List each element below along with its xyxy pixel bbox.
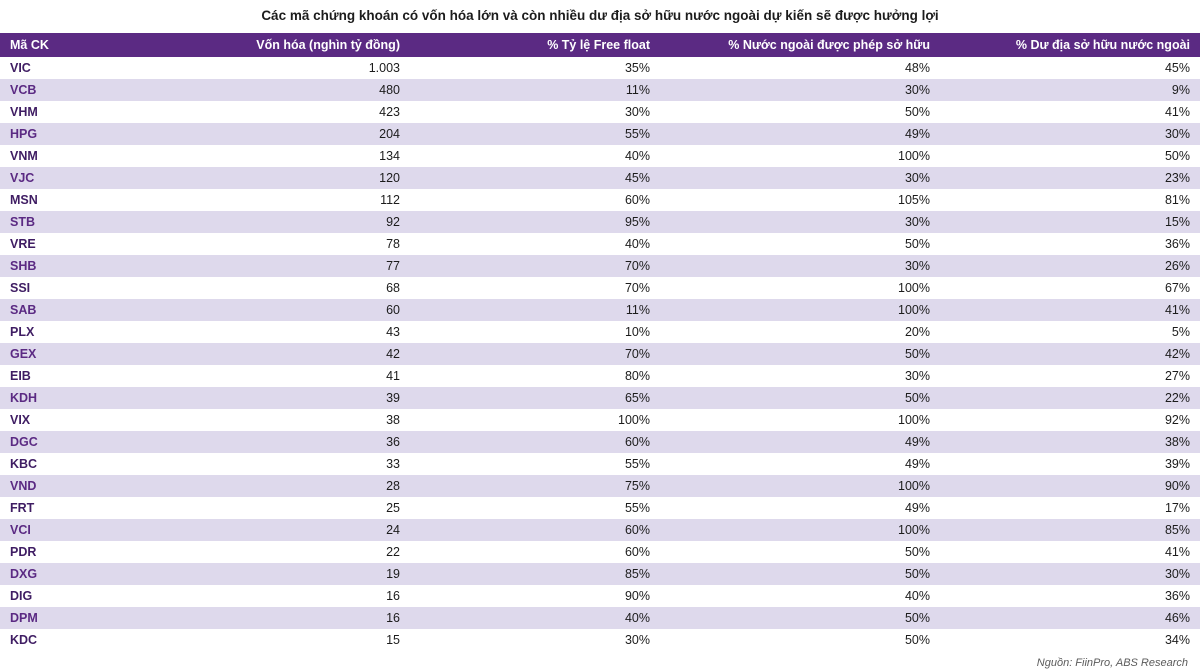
cell-value: 22%: [940, 387, 1200, 409]
column-header-freefloat: % Tỷ lệ Free float: [410, 33, 660, 57]
table-body: [0, 57, 1200, 651]
cell-value: 24: [180, 519, 410, 541]
table-row: [0, 607, 1200, 629]
cell-value: 9%: [940, 79, 1200, 101]
cell-value: 50%: [660, 607, 940, 629]
cell-value: 80%: [410, 365, 660, 387]
cell-ticker: VNM: [0, 145, 180, 167]
cell-value: 67%: [940, 277, 1200, 299]
cell-ticker: VRE: [0, 233, 180, 255]
cell-value: 36: [180, 431, 410, 453]
cell-value: 50%: [660, 101, 940, 123]
cell-value: 25: [180, 497, 410, 519]
cell-value: 81%: [940, 189, 1200, 211]
cell-value: 41%: [940, 541, 1200, 563]
cell-value: 17%: [940, 497, 1200, 519]
cell-value: 38%: [940, 431, 1200, 453]
cell-value: 49%: [660, 431, 940, 453]
cell-value: 15: [180, 629, 410, 651]
cell-value: 68: [180, 277, 410, 299]
cell-value: 95%: [410, 211, 660, 233]
cell-value: 30%: [660, 255, 940, 277]
cell-value: 70%: [410, 277, 660, 299]
cell-ticker: VCI: [0, 519, 180, 541]
cell-value: 41: [180, 365, 410, 387]
cell-value: 50%: [660, 387, 940, 409]
cell-ticker: DPM: [0, 607, 180, 629]
table-row: [0, 497, 1200, 519]
table-row: [0, 629, 1200, 651]
cell-ticker: MSN: [0, 189, 180, 211]
cell-value: 36%: [940, 585, 1200, 607]
cell-value: 50%: [660, 629, 940, 651]
cell-value: 90%: [410, 585, 660, 607]
cell-value: 16: [180, 607, 410, 629]
cell-value: 34%: [940, 629, 1200, 651]
cell-ticker: SAB: [0, 299, 180, 321]
table-header-row: [0, 33, 1200, 57]
table-row: [0, 541, 1200, 563]
cell-value: 28: [180, 475, 410, 497]
cell-value: 43: [180, 321, 410, 343]
cell-ticker: HPG: [0, 123, 180, 145]
table-row: [0, 189, 1200, 211]
table-header: [0, 33, 1200, 57]
cell-ticker: GEX: [0, 343, 180, 365]
cell-value: 49%: [660, 123, 940, 145]
cell-value: 40%: [660, 585, 940, 607]
table-row: [0, 321, 1200, 343]
cell-value: 22: [180, 541, 410, 563]
cell-value: 423: [180, 101, 410, 123]
cell-value: 11%: [410, 299, 660, 321]
cell-value: 11%: [410, 79, 660, 101]
cell-value: 100%: [660, 475, 940, 497]
securities-table: [0, 33, 1200, 651]
table-row: [0, 167, 1200, 189]
cell-value: 78: [180, 233, 410, 255]
cell-value: 30%: [940, 563, 1200, 585]
column-header-foreign-room: % Dư địa sở hữu nước ngoài: [940, 33, 1200, 57]
cell-value: 39: [180, 387, 410, 409]
cell-value: 27%: [940, 365, 1200, 387]
table-row: [0, 277, 1200, 299]
column-header-ticker: Mã CK: [0, 33, 180, 57]
cell-value: 30%: [660, 79, 940, 101]
cell-value: 49%: [660, 453, 940, 475]
cell-ticker: KDC: [0, 629, 180, 651]
cell-value: 70%: [410, 255, 660, 277]
cell-ticker: PDR: [0, 541, 180, 563]
table-row: [0, 431, 1200, 453]
cell-value: 30%: [410, 101, 660, 123]
cell-ticker: KBC: [0, 453, 180, 475]
cell-value: 1.003: [180, 57, 410, 79]
cell-value: 60%: [410, 431, 660, 453]
cell-value: 19: [180, 563, 410, 585]
cell-value: 120: [180, 167, 410, 189]
cell-value: 42: [180, 343, 410, 365]
cell-ticker: SHB: [0, 255, 180, 277]
table-row: [0, 101, 1200, 123]
cell-value: 60: [180, 299, 410, 321]
cell-value: 204: [180, 123, 410, 145]
cell-value: 41%: [940, 101, 1200, 123]
table-row: [0, 563, 1200, 585]
table-row: [0, 57, 1200, 79]
cell-value: 77: [180, 255, 410, 277]
cell-value: 92: [180, 211, 410, 233]
cell-value: 30%: [660, 365, 940, 387]
table-row: [0, 387, 1200, 409]
cell-value: 40%: [410, 607, 660, 629]
table-row: [0, 585, 1200, 607]
page-title: Các mã chứng khoán có vốn hóa lớn và còn nhiều dư địa sở hữu nước ngoài dự kiến sẽ được hưởng lợi: [261, 8, 939, 23]
cell-value: 5%: [940, 321, 1200, 343]
table-row: [0, 409, 1200, 431]
cell-value: 100%: [660, 277, 940, 299]
cell-value: 85%: [410, 563, 660, 585]
cell-value: 36%: [940, 233, 1200, 255]
cell-value: 33: [180, 453, 410, 475]
cell-ticker: VCB: [0, 79, 180, 101]
cell-ticker: STB: [0, 211, 180, 233]
cell-value: 50%: [660, 343, 940, 365]
cell-value: 30%: [940, 123, 1200, 145]
table-row: [0, 519, 1200, 541]
cell-value: 85%: [940, 519, 1200, 541]
table-row: [0, 123, 1200, 145]
cell-value: 55%: [410, 123, 660, 145]
cell-value: 60%: [410, 541, 660, 563]
cell-value: 70%: [410, 343, 660, 365]
cell-value: 60%: [410, 189, 660, 211]
cell-value: 50%: [660, 233, 940, 255]
cell-value: 10%: [410, 321, 660, 343]
cell-value: 50%: [940, 145, 1200, 167]
cell-value: 16: [180, 585, 410, 607]
cell-value: 75%: [410, 475, 660, 497]
cell-value: 46%: [940, 607, 1200, 629]
cell-ticker: VJC: [0, 167, 180, 189]
source-note: Nguồn: FiinPro, ABS Research: [1036, 656, 1188, 669]
cell-ticker: DIG: [0, 585, 180, 607]
cell-value: 50%: [660, 563, 940, 585]
column-header-marketcap: Vốn hóa (nghìn tỷ đồng): [180, 33, 410, 57]
cell-value: 35%: [410, 57, 660, 79]
cell-value: 65%: [410, 387, 660, 409]
cell-value: 45%: [940, 57, 1200, 79]
cell-value: 30%: [410, 629, 660, 651]
cell-ticker: FRT: [0, 497, 180, 519]
cell-value: 134: [180, 145, 410, 167]
table-row: [0, 475, 1200, 497]
cell-ticker: DGC: [0, 431, 180, 453]
cell-value: 48%: [660, 57, 940, 79]
cell-value: 39%: [940, 453, 1200, 475]
cell-ticker: PLX: [0, 321, 180, 343]
cell-value: 26%: [940, 255, 1200, 277]
table-row: [0, 453, 1200, 475]
cell-value: 60%: [410, 519, 660, 541]
cell-value: 30%: [660, 167, 940, 189]
column-header-foreign-limit: % Nước ngoài được phép sở hữu: [660, 33, 940, 57]
cell-value: 15%: [940, 211, 1200, 233]
cell-value: 92%: [940, 409, 1200, 431]
cell-value: 105%: [660, 189, 940, 211]
cell-ticker: VIC: [0, 57, 180, 79]
cell-value: 38: [180, 409, 410, 431]
table-row: [0, 211, 1200, 233]
cell-ticker: KDH: [0, 387, 180, 409]
table-row: [0, 255, 1200, 277]
cell-value: 100%: [660, 519, 940, 541]
cell-value: 40%: [410, 233, 660, 255]
cell-value: 55%: [410, 453, 660, 475]
table-row: [0, 79, 1200, 101]
cell-ticker: SSI: [0, 277, 180, 299]
cell-value: 100%: [660, 145, 940, 167]
cell-value: 100%: [660, 299, 940, 321]
cell-value: 42%: [940, 343, 1200, 365]
cell-value: 112: [180, 189, 410, 211]
table-row: [0, 299, 1200, 321]
table-row: [0, 343, 1200, 365]
cell-value: 45%: [410, 167, 660, 189]
cell-ticker: VND: [0, 475, 180, 497]
cell-value: 41%: [940, 299, 1200, 321]
table-row: [0, 145, 1200, 167]
cell-ticker: VIX: [0, 409, 180, 431]
cell-value: 90%: [940, 475, 1200, 497]
cell-ticker: EIB: [0, 365, 180, 387]
cell-value: 23%: [940, 167, 1200, 189]
cell-value: 55%: [410, 497, 660, 519]
cell-ticker: VHM: [0, 101, 180, 123]
cell-value: 100%: [410, 409, 660, 431]
cell-value: 49%: [660, 497, 940, 519]
cell-value: 40%: [410, 145, 660, 167]
cell-ticker: DXG: [0, 563, 180, 585]
cell-value: 50%: [660, 541, 940, 563]
cell-value: 30%: [660, 211, 940, 233]
table-row: [0, 365, 1200, 387]
table-row: [0, 233, 1200, 255]
cell-value: 20%: [660, 321, 940, 343]
cell-value: 100%: [660, 409, 940, 431]
cell-value: 480: [180, 79, 410, 101]
